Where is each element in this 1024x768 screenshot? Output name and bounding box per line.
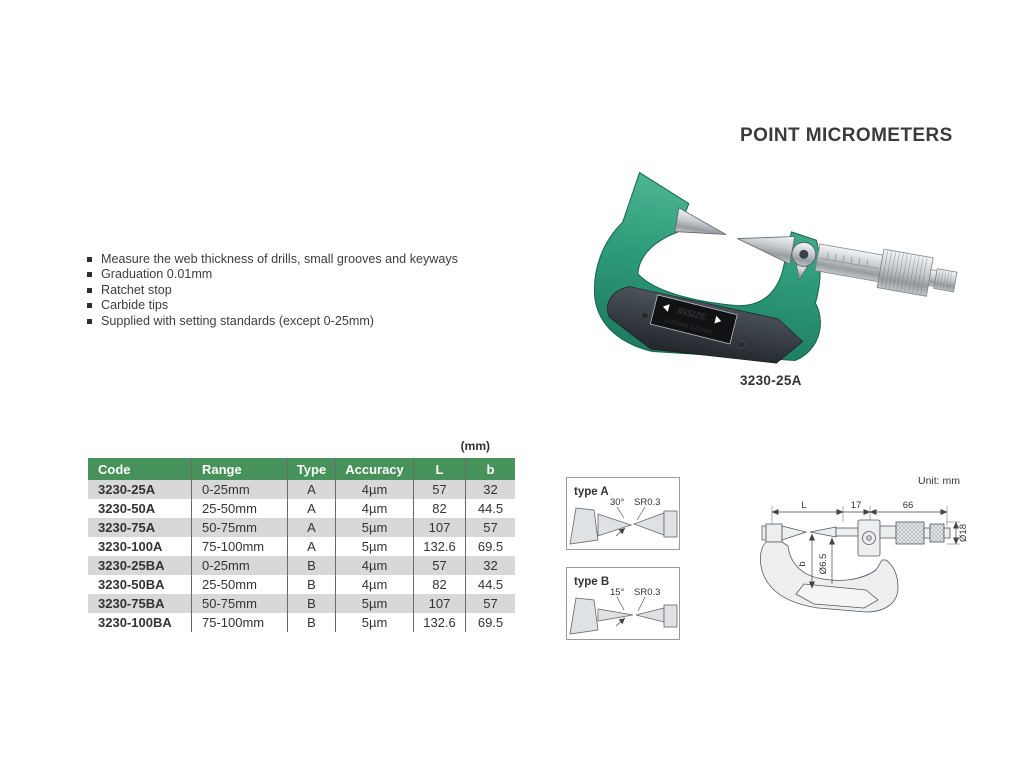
spec-table: [88, 458, 515, 632]
table-cell: 50-75mm: [192, 518, 288, 537]
table-cell: 3230-100BA: [98, 615, 172, 630]
table-cell: 3230-25BA: [98, 558, 165, 573]
table-cell: 4µm: [336, 556, 414, 575]
spindle-tip: [735, 227, 795, 264]
table-row: [88, 556, 515, 575]
spec-table-header-row: [88, 458, 515, 480]
column-header-l: L: [414, 458, 466, 480]
table-cell: 5µm: [336, 594, 414, 613]
thimble-knurled: [896, 522, 924, 544]
table-cell: 69.5: [466, 537, 516, 556]
left-tip-shape: [598, 609, 633, 621]
table-cell: 132.6: [414, 537, 466, 556]
feature-item: Carbide tips: [86, 298, 458, 313]
type-b-diagram: [566, 567, 680, 640]
dimension-svg: [748, 468, 1008, 628]
table-cell: 82: [414, 575, 466, 594]
table-cell: 57: [414, 480, 466, 499]
table-cell: 57: [466, 518, 516, 537]
spec-table-body: [88, 480, 515, 632]
feature-item: Graduation 0.01mm: [86, 267, 458, 282]
table-cell: 0-25mm: [192, 480, 288, 499]
end-cap: [944, 528, 950, 538]
table-cell: B: [288, 575, 336, 594]
table-cell: B: [288, 556, 336, 575]
table-cell: 32: [466, 480, 516, 499]
table-cell: 3230-50BA: [98, 577, 165, 592]
type-a-radius: SR0.3: [634, 497, 661, 508]
brand-text: INSIZE: [676, 305, 708, 323]
table-row: [88, 499, 515, 518]
feature-item: Supplied with setting standards (except 0-25mm): [86, 314, 458, 329]
table-cell: 32: [466, 556, 516, 575]
feature-item: Measure the web thickness of drills, small grooves and keyways: [86, 252, 458, 267]
right-tip-shape: [634, 513, 664, 535]
radius-leader-line: [637, 507, 645, 520]
spindle-end-shape: [664, 511, 677, 537]
angle-leader-line: [617, 597, 624, 610]
table-cell: 5µm: [336, 537, 414, 556]
table-cell: 75-100mm: [192, 613, 288, 632]
table-cell: 4µm: [336, 480, 414, 499]
table-cell: 82: [414, 499, 466, 518]
column-header-range: Range: [192, 458, 288, 480]
table-unit-note: (mm): [460, 439, 490, 453]
table-row: [88, 518, 515, 537]
table-cell: A: [288, 537, 336, 556]
table-cell: 3230-100A: [98, 539, 163, 554]
column-header-b: b: [466, 458, 516, 480]
table-row: [88, 613, 515, 632]
table-cell: 69.5: [466, 613, 516, 632]
table-cell: 3230-25A: [98, 482, 156, 497]
lock-center-outline: [867, 536, 872, 541]
table-cell: 25-50mm: [192, 499, 288, 518]
anvil-support-shape: [570, 508, 598, 544]
product-photo: [552, 168, 962, 368]
table-cell: B: [288, 613, 336, 632]
table-cell: 3230-75BA: [98, 596, 165, 611]
type-b-radius: SR0.3: [634, 587, 661, 598]
table-cell: 4µm: [336, 575, 414, 594]
table-row: [88, 575, 515, 594]
left-tip-shape: [598, 514, 631, 536]
table-cell: 25-50mm: [192, 575, 288, 594]
table-row: [88, 594, 515, 613]
table-cell: 4µm: [336, 499, 414, 518]
dimension-drawing: [748, 468, 1008, 628]
right-tip-shape: [636, 608, 664, 622]
column-header-type: Type: [288, 458, 336, 480]
table-cell: 107: [414, 518, 466, 537]
spindle-cone: [810, 527, 836, 537]
anvil-flange: [762, 526, 766, 540]
dim-label-17: 17: [850, 500, 862, 511]
neck: [924, 528, 930, 538]
anvil-support-shape: [570, 598, 598, 634]
anvil-mount: [766, 524, 782, 542]
type-a-label: type A: [574, 486, 609, 498]
anvil-tip: [675, 208, 729, 240]
spindle-end-shape: [664, 605, 677, 627]
table-cell: 132.6: [414, 613, 466, 632]
feature-item: Ratchet stop: [86, 283, 458, 298]
angle-leader-line: [617, 507, 624, 518]
type-a-drawing: [567, 478, 679, 549]
column-header-accuracy: Accuracy: [336, 458, 414, 480]
type-a-diagram: [566, 477, 680, 550]
column-header-code: Code: [88, 458, 192, 480]
table-cell: 0-25mm: [192, 556, 288, 575]
type-a-angle: 30°: [610, 497, 625, 508]
table-cell: 5µm: [336, 518, 414, 537]
dim-label-dia65: Ø6.5: [818, 553, 829, 575]
radius-leader-line: [638, 597, 645, 611]
table-cell: 44.5: [466, 575, 516, 594]
unit-label: Unit: mm: [918, 475, 960, 487]
table-cell: 75-100mm: [192, 537, 288, 556]
feature-list: [86, 252, 458, 329]
product-code-caption: 3230-25A: [740, 373, 802, 388]
table-cell: A: [288, 480, 336, 499]
table-row: [88, 480, 515, 499]
table-cell: B: [288, 594, 336, 613]
table-cell: A: [288, 499, 336, 518]
ratchet: [934, 269, 957, 292]
angle-leader-arrow: [616, 618, 625, 626]
type-b-drawing: [567, 568, 679, 639]
anvil-cone: [782, 526, 806, 540]
dim-label-66: 66: [902, 500, 914, 511]
table-cell: 107: [414, 594, 466, 613]
page-title: POINT MICROMETERS: [740, 125, 953, 146]
table-row: [88, 537, 515, 556]
table-cell: A: [288, 518, 336, 537]
plate-range-text: 0-25mm 0.01mm: [664, 317, 714, 337]
dim-label-b: b: [797, 561, 808, 567]
dim-label-L: L: [801, 500, 807, 511]
sleeve-outline: [880, 526, 896, 538]
ratchet-knurled: [930, 524, 944, 542]
table-cell: 3230-75A: [98, 520, 156, 535]
type-b-label: type B: [574, 576, 610, 588]
table-cell: 5µm: [336, 613, 414, 632]
micrometer-photo-illustration: [552, 168, 962, 368]
type-b-angle: 15°: [610, 587, 625, 598]
table-cell: 3230-50A: [98, 501, 156, 516]
table-cell: 44.5: [466, 499, 516, 518]
table-cell: 57: [414, 556, 466, 575]
sleeve: [815, 244, 883, 282]
dim-label-dia18: Ø18: [958, 524, 969, 542]
table-cell: 50-75mm: [192, 594, 288, 613]
table-cell: 57: [466, 594, 516, 613]
